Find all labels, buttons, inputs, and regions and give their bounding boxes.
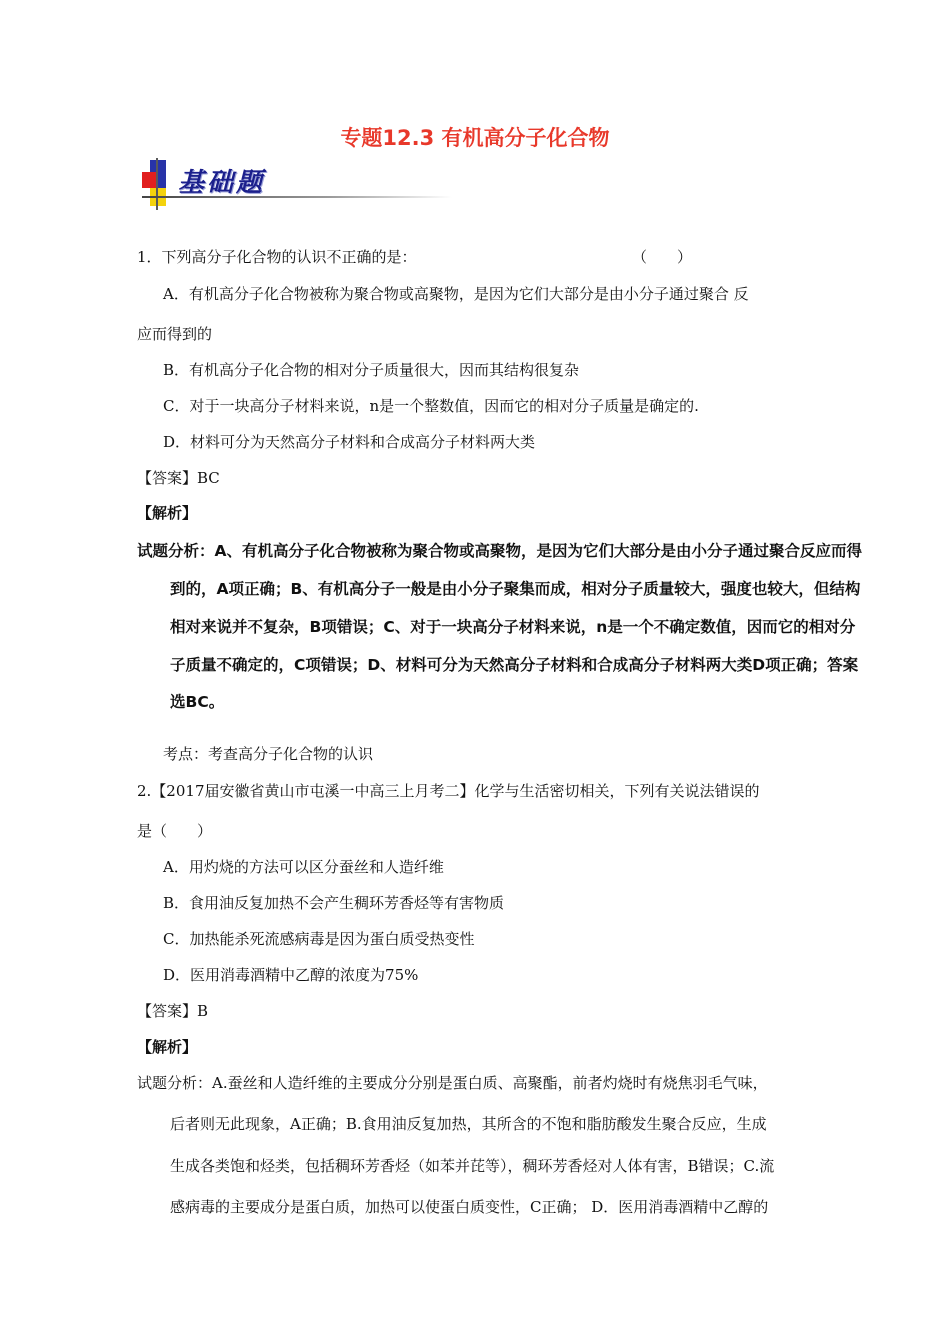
q1-analysis-line: 子质量不确定的，C项错误；D、材料可分为天然高分子材料和合成高分子材料两大类D项正确；答案 — [170, 656, 859, 674]
q1-bracket: （ ） — [632, 248, 693, 266]
banner-vertical-rule — [156, 158, 158, 210]
q1-option-b: B．有机高分子化合物的相对分子质量很大，因而其结构很复杂 — [163, 361, 580, 379]
q1-analysis-line: 相对来说并不复杂，B项错误；C、对于一块高分子材料来说，n是一个不确定数值，因而它的相对分 — [170, 618, 856, 636]
q2-analysis-line: 试题分析：A.蚕丝和人造纤维的主要成分分别是蛋白质、高聚酯，前者灼烧时有烧焦羽毛气味， — [137, 1074, 768, 1092]
q1-analysis-label: 【解析】 — [137, 504, 198, 522]
q1-answer: 【答案】BC — [137, 469, 220, 487]
q2-stem-line1: 2.【2017届安徽省黄山市屯溪一中高三上月考二】化学与生活密切相关，下列有关说法错误的 — [137, 782, 760, 800]
q1-option-c: C．对于一块高分子材料来说，n是一个整数值，因而它的相对分子质量是确定的. — [163, 397, 699, 415]
q2-analysis-line: 生成各类饱和烃类，包括稠环芳香烃（如苯并芘等），稠环芳香烃对人体有害，B错误；C.流 — [170, 1157, 775, 1175]
q1-analysis-line: 试题分析：A、有机高分子化合物被称为聚合物或高聚物，是因为它们大部分是由小分子通过聚合反应而得 — [137, 542, 862, 560]
q1-option-d: D．材料可分为天然高分子材料和合成高分子材料两大类 — [163, 433, 536, 451]
q1-analysis-line: 到的，A项正确；B、有机高分子一般是由小分子聚集而成，相对分子质量较大，强度也较大，但结构 — [170, 580, 861, 598]
page-title: 专题12.3 有机高分子化合物 — [340, 126, 610, 150]
q2-analysis-label: 【解析】 — [137, 1038, 198, 1056]
q2-option-b: B．食用油反复加热不会产生稠环芳香烃等有害物质 — [163, 894, 505, 912]
q1-analysis-line: 选BC。 — [170, 693, 225, 711]
section-label: 基础题 — [178, 168, 266, 198]
q2-answer: 【答案】B — [137, 1002, 209, 1020]
q2-option-c: C．加热能杀死流感病毒是因为蛋白质受热变性 — [163, 930, 475, 948]
q2-analysis-line: 后者则无此现象，A正确；B.食用油反复加热，其所含的不饱和脂肪酸发生聚合反应，生成 — [170, 1115, 767, 1133]
q1-option-a-line1: A．有机高分子化合物被称为聚合物或高聚物，是因为它们大部分是由小分子通过聚合 反 — [163, 285, 749, 303]
q1-stem: 1．下列高分子化合物的认识不正确的是： — [137, 248, 417, 266]
q1-kaodian: 考点：考查高分子化合物的认识 — [163, 745, 374, 763]
q2-stem-line2: 是（ ） — [137, 822, 213, 840]
q1-option-a-line2: 应而得到的 — [137, 325, 213, 343]
q2-analysis-line: 感病毒的主要成分是蛋白质，加热可以使蛋白质变性，C正确； D．医用消毒酒精中乙醇的 — [170, 1198, 769, 1216]
q2-option-d: D．医用消毒酒精中乙醇的浓度为75% — [163, 966, 419, 984]
q2-option-a: A．用灼烧的方法可以区分蚕丝和人造纤维 — [163, 858, 444, 876]
section-banner — [142, 158, 462, 210]
